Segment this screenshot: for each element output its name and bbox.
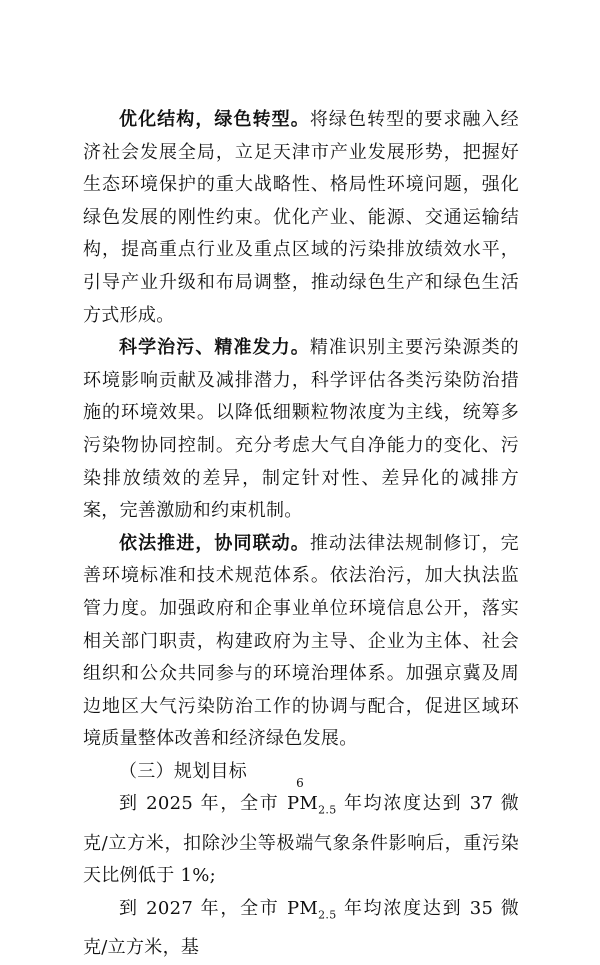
target-2027: [83, 893, 519, 965]
paragraph-body: 推动法律法规制修订，完善环境标准和技术规范体系。依法治污，加大执法监管力度。加强政府和企事业单位环境信息公开，落实相关部门职责，构建政府为主导、企业为主体、社会组织和公众共同参与的环境治理体系。加强京冀及周边地区大气污染防治工作的协调与配合，促进区域环境质量整体改善和经济绿色发展。: [83, 532, 519, 750]
pm-subscript: 2.5: [318, 908, 337, 922]
paragraph-body: 将绿色转型的要求融入经济社会发展全局，立足天津市产业发展形势，把握好生态环境保护的重大战略性、格局性环境问题，强化绿色发展的刚性约束。优化产业、能源、交通运输结构，提高重点行业及重点区域的污染排放绩效水平，引导产业升级和布局调整，推动绿色生产和绿色生活方式形成。: [83, 109, 519, 326]
paragraph-lead: 科学治污、精准发力。: [119, 337, 310, 359]
paragraph-legal-coordination: [83, 528, 519, 756]
paragraph-scientific-control: [83, 332, 519, 528]
section-heading: （三）规划目标: [119, 760, 248, 782]
target-text: 年均浓度达到 35 微克/立方米，基: [83, 897, 519, 959]
pm-subscript: 2.5: [318, 804, 337, 818]
paragraph-lead: 依法推进，协同联动。: [119, 532, 310, 554]
target-text: 年均浓度达到 37 微克/立方米，扣除沙尘等极端气象条件影响后，重污染天比例低于 1%;: [83, 793, 519, 887]
paragraph-lead: 优化结构，绿色转型。: [119, 109, 310, 130]
paragraph-body: 精准识别主要污染源类的环境影响贡献及减排潜力，科学评估各类污染防治措施的环境效果。以降低细颗粒物浓度为主线，统筹多污染物协同控制。充分考虑大气自净能力的变化、污染排放绩效的差异，制定针对性、差异化的减排方案，完善激励和约束机制。: [83, 337, 519, 522]
target-2025: [83, 788, 519, 892]
paragraph-optimize-structure: [83, 104, 519, 332]
target-text: 到 2027 年，全市 PM: [119, 897, 319, 919]
body-text: [83, 104, 519, 965]
page-number: 6: [296, 776, 304, 790]
target-text: 到 2025 年，全市 PM: [119, 793, 319, 815]
